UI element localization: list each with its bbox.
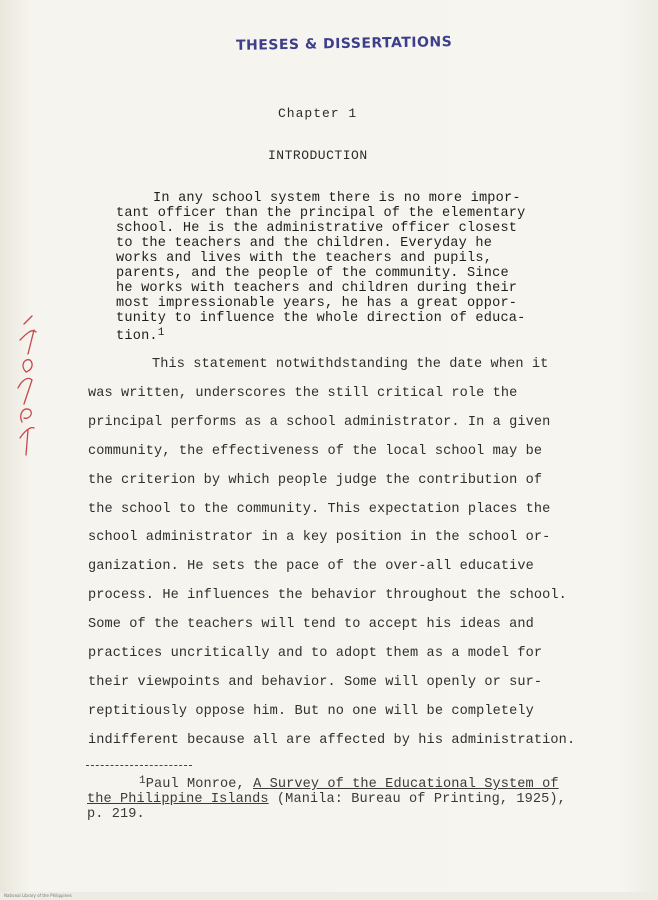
block-quote [116,191,566,344]
library-stamp: THESES & DISSERTATIONS [235,34,453,54]
handwritten-annotation-icon [6,310,40,460]
body-line: the criterion by which people judge the contribution of [88,472,543,488]
quote-line: tant officer than the principal of the elementary [116,206,526,221]
body-line: This statement notwithdstanding the date when it [152,357,549,372]
footnote-publication: (Manila: Bureau of Printing, 1925), [268,792,566,807]
section-title: INTRODUCTION [268,148,368,163]
quote-last-line [116,326,566,344]
body-line: process. He influences the behavior throughout the school. [88,588,567,604]
footnote-line-2 [87,792,627,807]
quote-line: parents, and the people of the community. Since [116,266,509,281]
quote-line: most impressionable years, he has a great oppor- [116,296,518,311]
footnote-page: p. 219. [87,807,145,822]
quote-line: tion. [116,329,158,344]
body-line: practices uncritically and to adopt them as a model for [88,646,543,662]
footnote-reference: 1 [157,327,165,339]
quote-line: works and lives with the teachers and pupils, [116,251,493,266]
body-paragraph [88,351,628,756]
footnote-title-part2: the Philippine Islands [87,792,269,807]
footnote [87,774,627,822]
chapter-heading: Chapter 1 [278,106,358,121]
body-line: Some of the teachers will tend to accept his ideas and [88,617,534,633]
footnote-mark: 1 [139,775,146,787]
quote-line: he works with teachers and children during their [116,281,518,296]
footnote-title-part1: A Survey of the Educational System of [253,777,559,792]
body-line: their viewpoints and behavior. Some will openly or sur- [88,674,543,690]
body-line: school administrator in a key position in the school or- [88,530,551,546]
footnote-author: Paul Monroe, [145,777,254,792]
body-line: the school to the community. This expectation places the [88,501,551,517]
quote-line: school. He is the administrative officer closest [116,221,518,236]
body-line: principal performs as a school administrator. In a given [88,414,551,430]
footnote-divider [86,765,192,766]
quote-line: In any school system there is no more impor- [153,191,521,206]
scan-source-footer: National Library of the Philippines [0,892,658,900]
body-line: reptitiously oppose him. But no one will be completely [88,703,534,719]
quote-line: to the teachers and the children. Everyday he [116,236,493,251]
footnote-line-1 [87,774,627,792]
body-line: indifferent because all are affected by his administration. [88,732,576,748]
body-line: ganization. He sets the pace of the over-all educative [88,559,534,575]
body-line: community, the effectiveness of the local school may be [88,443,543,459]
quote-line: tunity to influence the whole direction of educa- [116,311,526,326]
body-line: was written, underscores the still critical role the [88,385,518,401]
